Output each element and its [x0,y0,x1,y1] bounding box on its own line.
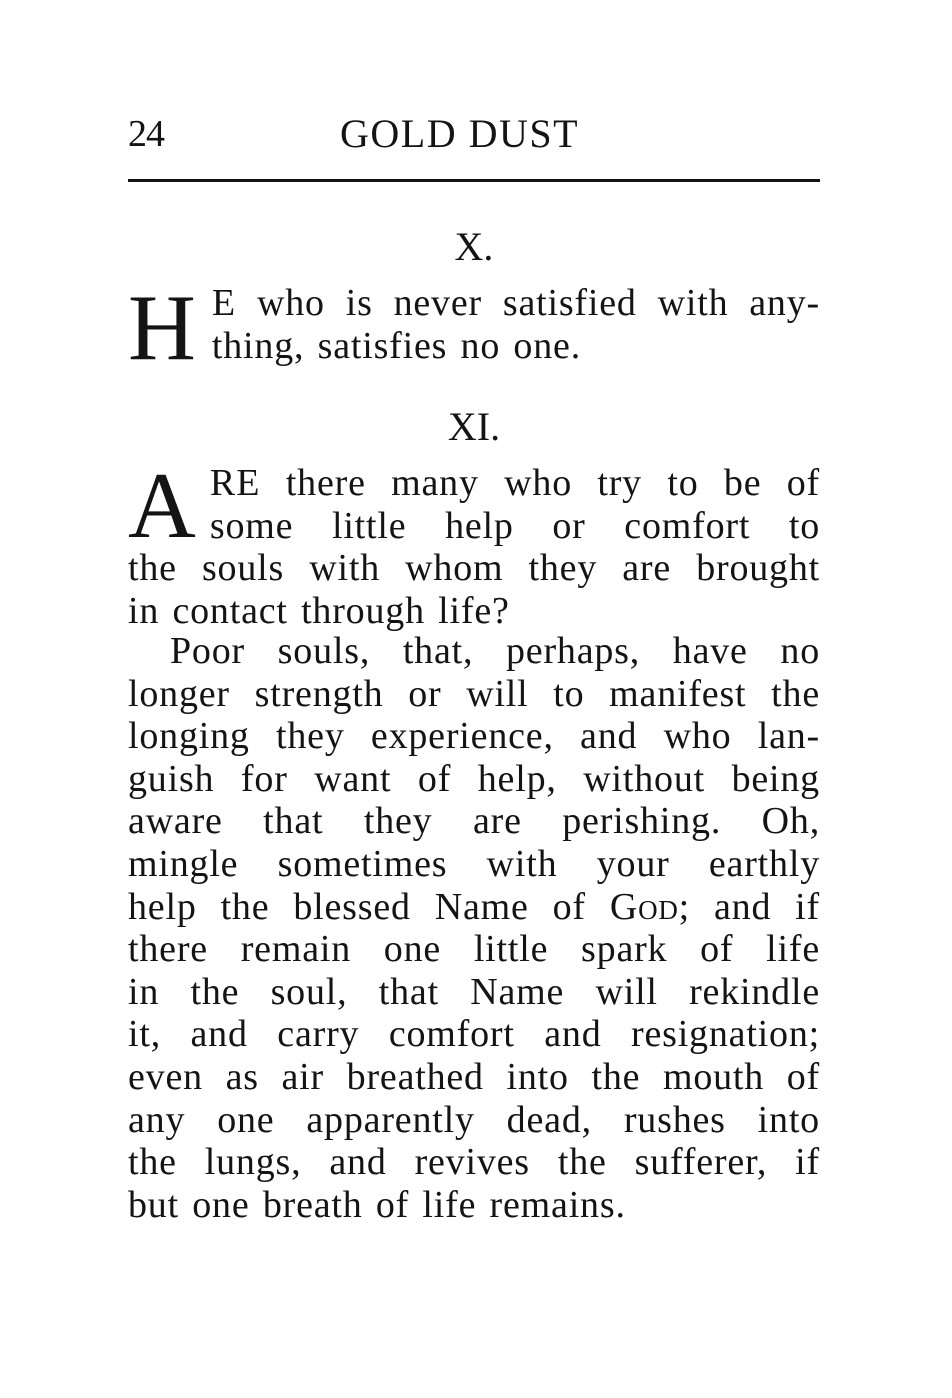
section-x-paragraph [128,276,820,380]
section-xi-paragraph-2 [128,630,820,1226]
paragraph-line [128,282,820,325]
paragraph-line: but one breath of life remains. [128,1183,626,1226]
line-text: ; and if [678,885,820,928]
paragraph-line: thing, satisfies no one. [211,324,581,367]
first-word: E [211,282,237,324]
first-word: RE [209,462,261,504]
paragraph-line: in contact through life? [128,589,510,632]
paragraph-line: there remain one little spark of life [128,928,820,971]
line-text: help the blessed Name of [128,885,610,928]
drop-cap-h: H [128,276,196,380]
drop-cap-a: A [128,454,196,558]
paragraph-line: longer strength or will to manifest the [128,672,820,715]
line-text: there many who try to be of [260,462,820,504]
paragraph-line: guish for want of help, without being [128,757,820,800]
paragraph-line: longing they experience, and who lan- [128,715,820,758]
paragraph-line: even as air breathed into the mouth of [128,1055,820,1098]
line-text: who is never satisfied with any- [236,282,820,324]
page-number: 24 [128,113,164,155]
paragraph-line: it, and carry comfort and resignation; [128,1013,820,1056]
paragraph-line: aware that they are perishing. Oh, [128,800,820,843]
divine-name: God [609,885,679,928]
header-rule [128,179,820,182]
section-heading-xi: XI. [447,404,501,449]
section-xi-paragraph-1 [128,454,820,632]
book-title: GOLD DUST [340,111,580,156]
paragraph-line: mingle sometimes with your earthly [128,842,820,885]
paragraph-line: in the soul, that Name will rekindle [128,970,820,1013]
paragraph-line [128,462,820,505]
paragraph-line: Poor souls, that, perhaps, have no [170,630,820,672]
running-head [128,108,820,164]
paragraph-line: the souls with whom they are brought [128,547,820,590]
paragraph-line: some little help or comfort to [209,504,820,547]
paragraph-line [128,886,820,929]
section-heading-x: X. [454,224,494,269]
paragraph-line: any one apparently dead, rushes into [128,1098,820,1141]
paragraph-line: the lungs, and revives the sufferer, if [128,1141,820,1184]
